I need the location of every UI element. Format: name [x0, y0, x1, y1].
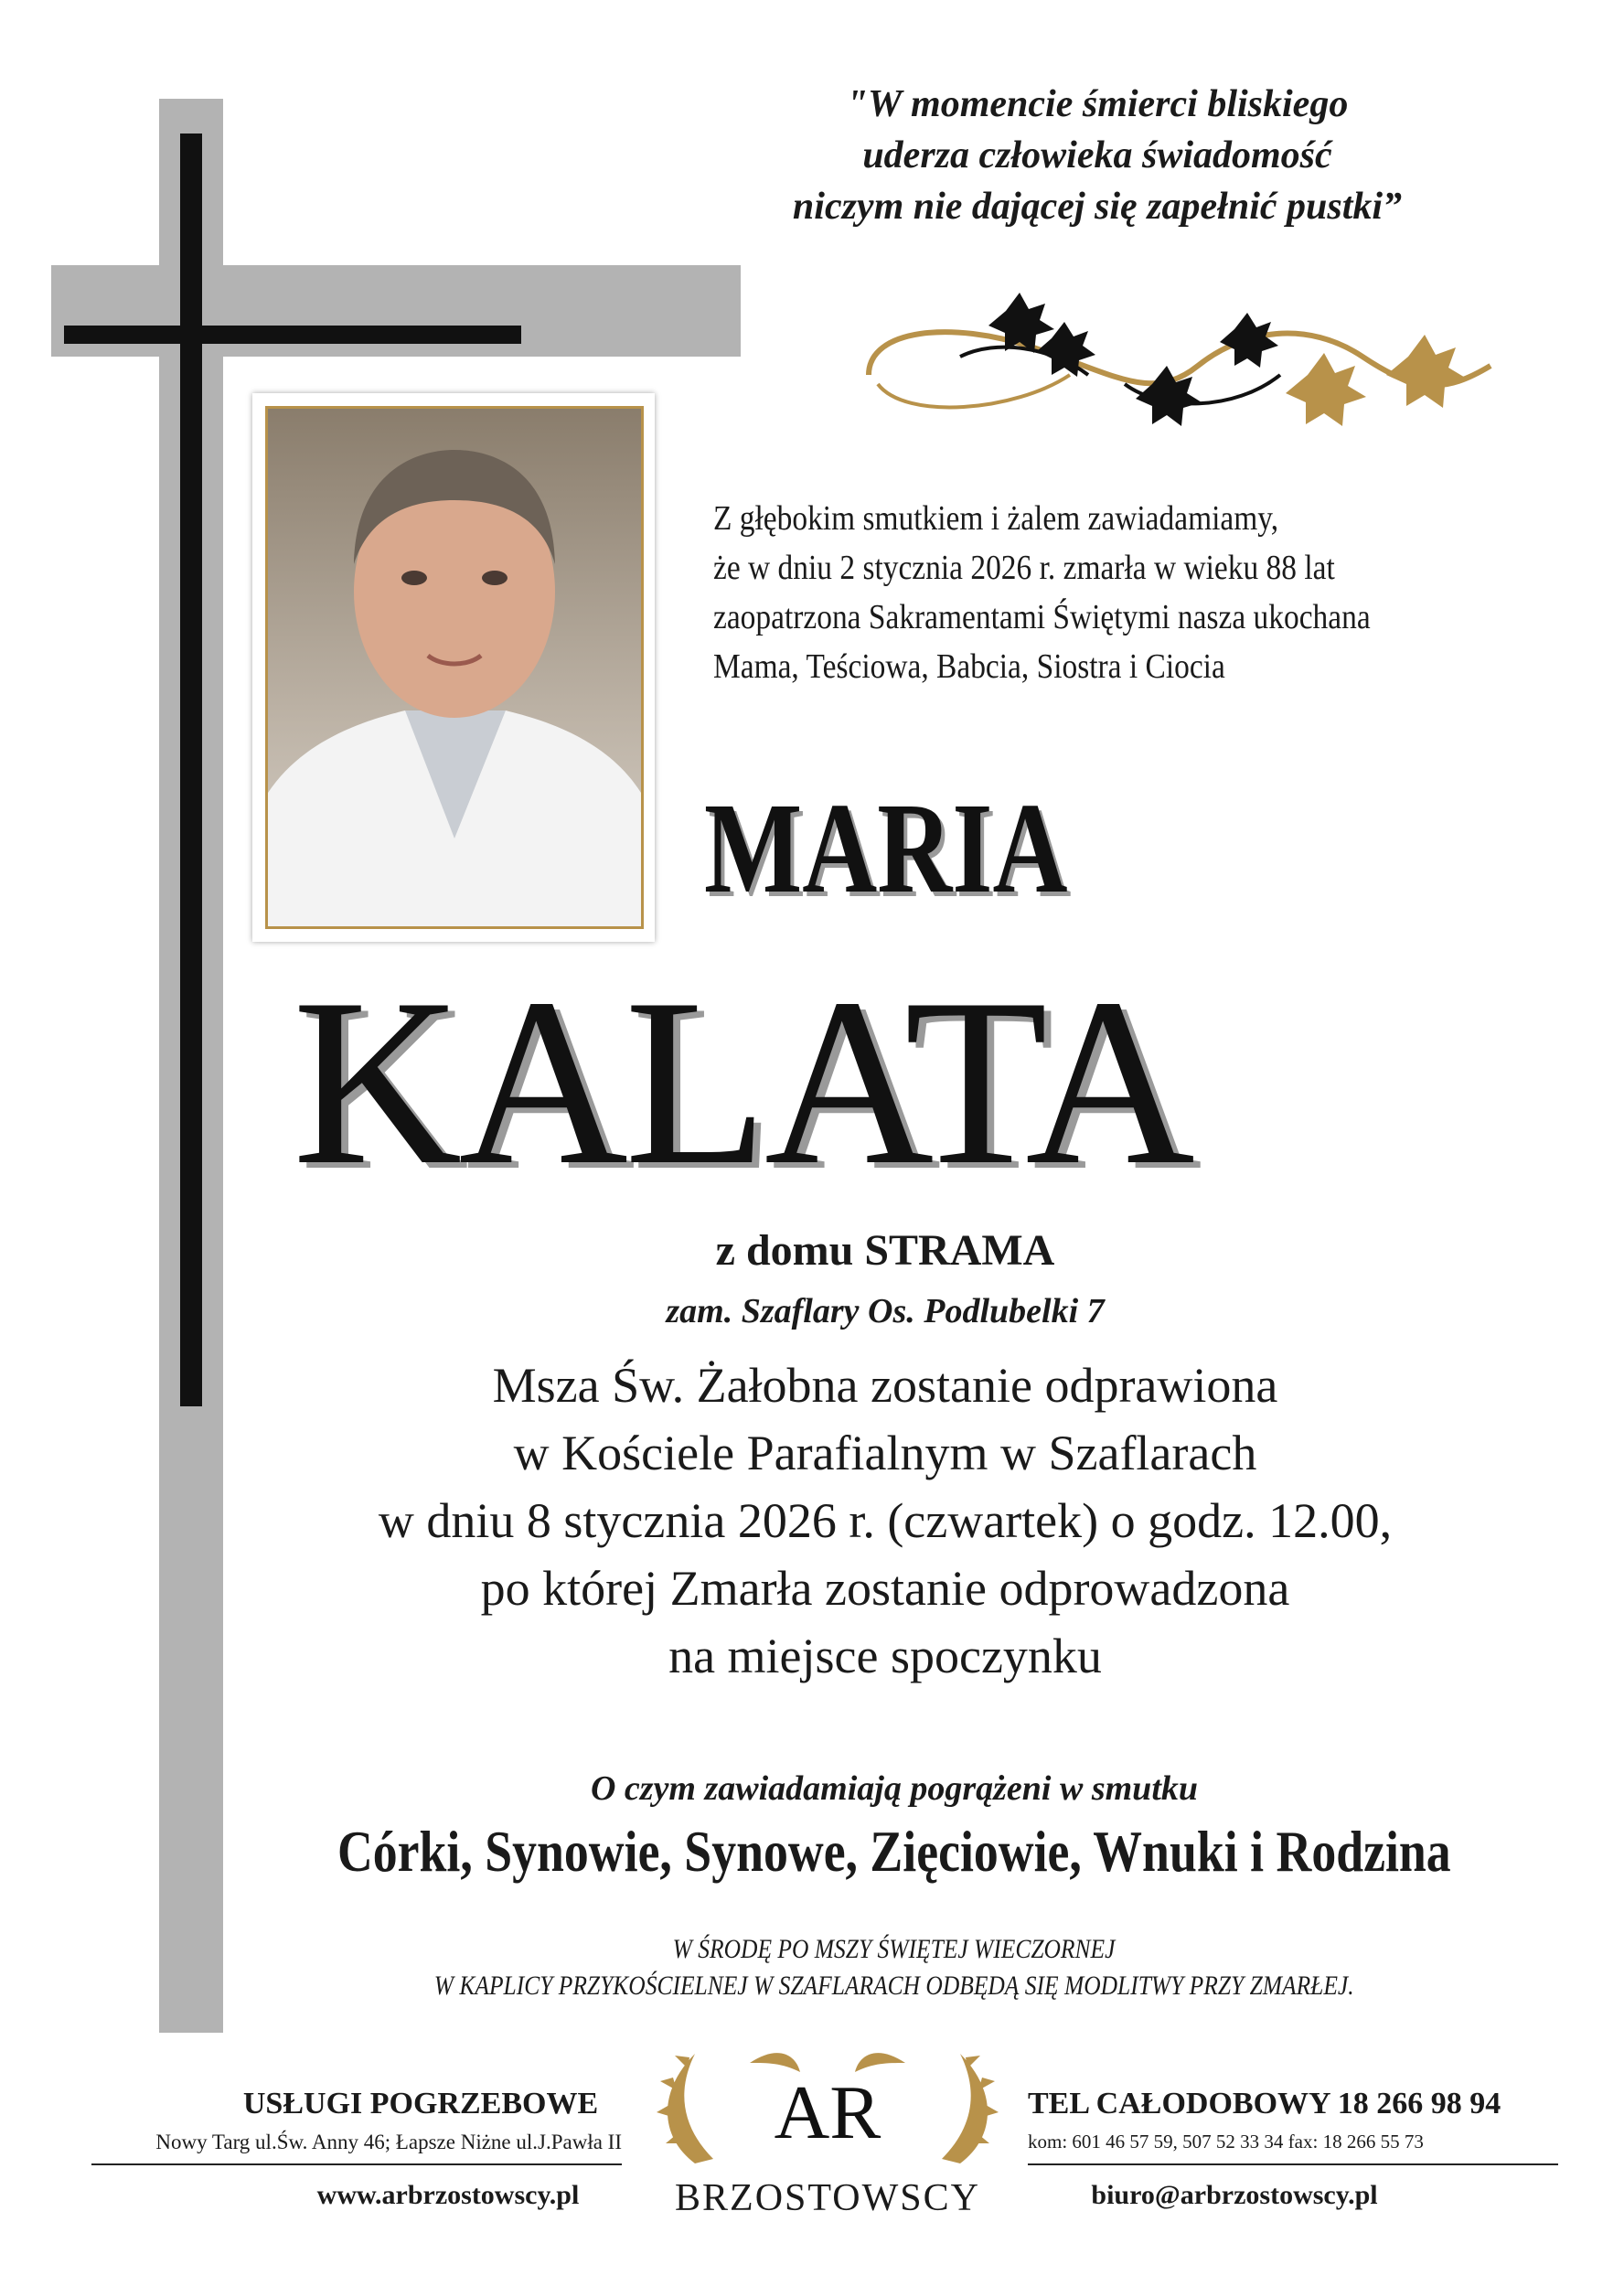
prayer-line: W ŚRODĘ PO MSZY ŚWIĘTEJ WIECZORNEJ: [673, 1934, 1116, 1964]
funeral-mass-info: [73, 1351, 1624, 1690]
portrait-frame: [252, 393, 655, 942]
funeral-services-title: USŁUGI POGRZEBOWE: [242, 2087, 599, 2120]
mass-line: w dniu 8 stycznia 2026 r. (czwartek) o godz. 12.00,: [378, 1493, 1393, 1548]
prayer-line: W KAPLICY PRZYKOŚCIELNEJ W SZAFLARACH ODBĘDĄ SIĘ MODLITWY PRZY ZMARŁEJ.: [434, 1971, 1354, 2001]
family-text: Córki, Synowie, Synowe, Zięciowie, Wnuki i Rodzina: [337, 1819, 1451, 1884]
cross-black-vertical: [180, 134, 202, 1406]
phone-contacts: kom: 601 46 57 59, 507 52 33 34 fax: 18 266 55 73: [1028, 2131, 1424, 2152]
quote: [640, 79, 1555, 232]
website-link[interactable]: www.arbrzostowscy.pl: [316, 2180, 580, 2210]
intro-line: Mama, Teściowa, Babcia, Siostra i Ciocia: [713, 647, 1225, 686]
email-link[interactable]: biuro@arbrzostowscy.pl: [1091, 2180, 1378, 2210]
first-name: MARIA: [704, 775, 1068, 920]
quote-line: "W momencie śmierci bliskiego: [846, 83, 1349, 125]
mourners-family: [82, 1818, 1624, 1885]
maiden-name: z domu STRAMA: [715, 1226, 1055, 1275]
prayer-notice: [82, 1931, 1624, 2004]
intro-line: Z głębokim smutkiem i żalem zawiadamiamy,: [713, 499, 1279, 538]
intro-line: że w dniu 2 stycznia 2026 r. zmarła w wieku 88 lat: [713, 549, 1335, 587]
last-name: KALATA: [293, 949, 1191, 1214]
portrait-photo: [265, 406, 644, 929]
cross-black-horizontal: [64, 326, 521, 344]
funeral-services-address: Nowy Targ ul.Św. Anny 46; Łapsze Niżne ul.J.Pawła II: [155, 2131, 622, 2153]
mass-line: po której Zmarła zostanie odprowadzona: [480, 1561, 1290, 1616]
footer-divider-left: [91, 2163, 622, 2165]
logo-monogram: AR: [774, 2070, 881, 2155]
vine-ornament-icon: [850, 274, 1509, 457]
announcement-intro: [713, 494, 1437, 691]
mourners-notice: O czym zawiadamiają pogrążeni w smutku: [590, 1769, 1199, 1808]
quote-line: uderza człowieka świadomość: [862, 134, 1332, 176]
mass-line: w Kościele Parafialnym w Szaflarach: [513, 1426, 1257, 1480]
phone-24h: TEL CAŁODOBOWY 18 266 98 94: [1028, 2087, 1501, 2120]
residence-address: zam. Szaflary Os. Podlubelki 7: [666, 1292, 1105, 1330]
logo-company-name: BRZOSTOWSCY: [675, 2177, 980, 2219]
footer-divider-right: [1028, 2163, 1558, 2165]
quote-line: niczym nie dającej się zapełnić pustki”: [792, 186, 1403, 228]
mass-line: Msza Św. Żałobna zostanie odprawiona: [492, 1358, 1278, 1413]
mass-line: na miejsce spoczynku: [668, 1629, 1102, 1683]
intro-line: zaopatrzona Sakramentami Świętymi nasza ukochana: [713, 598, 1371, 636]
